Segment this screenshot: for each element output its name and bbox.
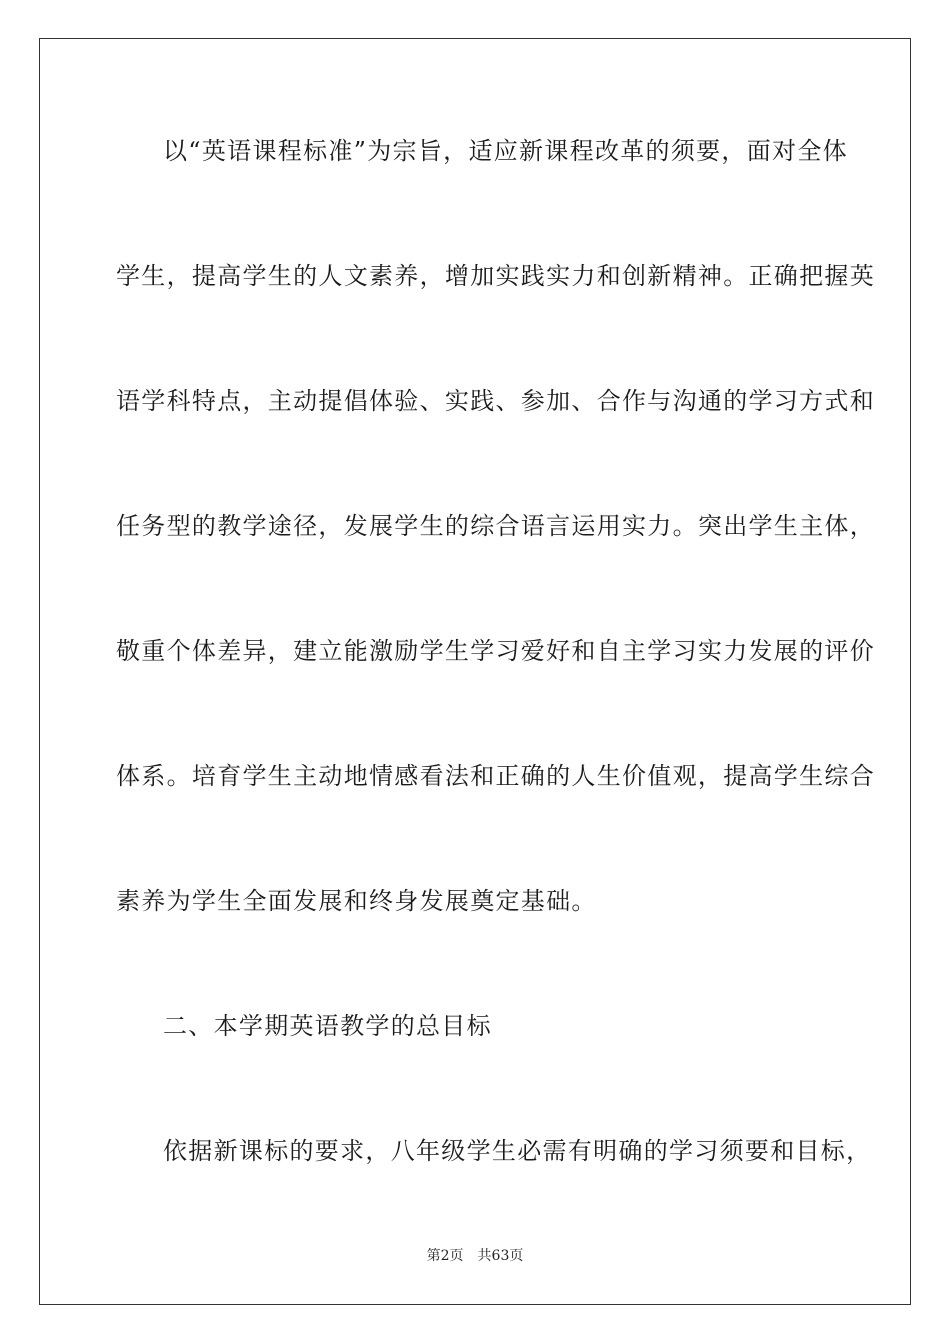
paragraph-line: 依据新课标的要求，八年级学生必需有明确的学习须要和目标，	[163, 1137, 872, 1165]
page-number: 第2页	[426, 1248, 464, 1264]
paragraph-line: 体系。培育学生主动地情感看法和正确的人生价值观，提高学生综合	[116, 762, 875, 790]
page-footer	[0, 1247, 950, 1265]
paragraph-line: 任务型的教学途径，发展学生的综合语言运用实力。突出学生主体，	[116, 512, 875, 540]
paragraph-line: 以“英语课程标准”为宗旨，适应新课程改革的须要，面对全体	[163, 137, 848, 165]
paragraph-line: 素养为学生全面发展和终身发展奠定基础。	[116, 887, 597, 915]
paragraph-line: 学生，提高学生的人文素养，增加实践实力和创新精神。正确把握英	[116, 262, 875, 290]
paragraph-line: 语学科特点，主动提倡体验、实践、参加、合作与沟通的学习方式和	[116, 387, 875, 415]
page-frame	[39, 38, 911, 1305]
paragraph-line: 敬重个体差异，建立能激励学生学习爱好和自主学习实力发展的评价	[116, 637, 875, 665]
section-heading: 二、本学期英语教学的总目标	[163, 1012, 492, 1040]
total-pages: 共63页	[477, 1248, 524, 1264]
